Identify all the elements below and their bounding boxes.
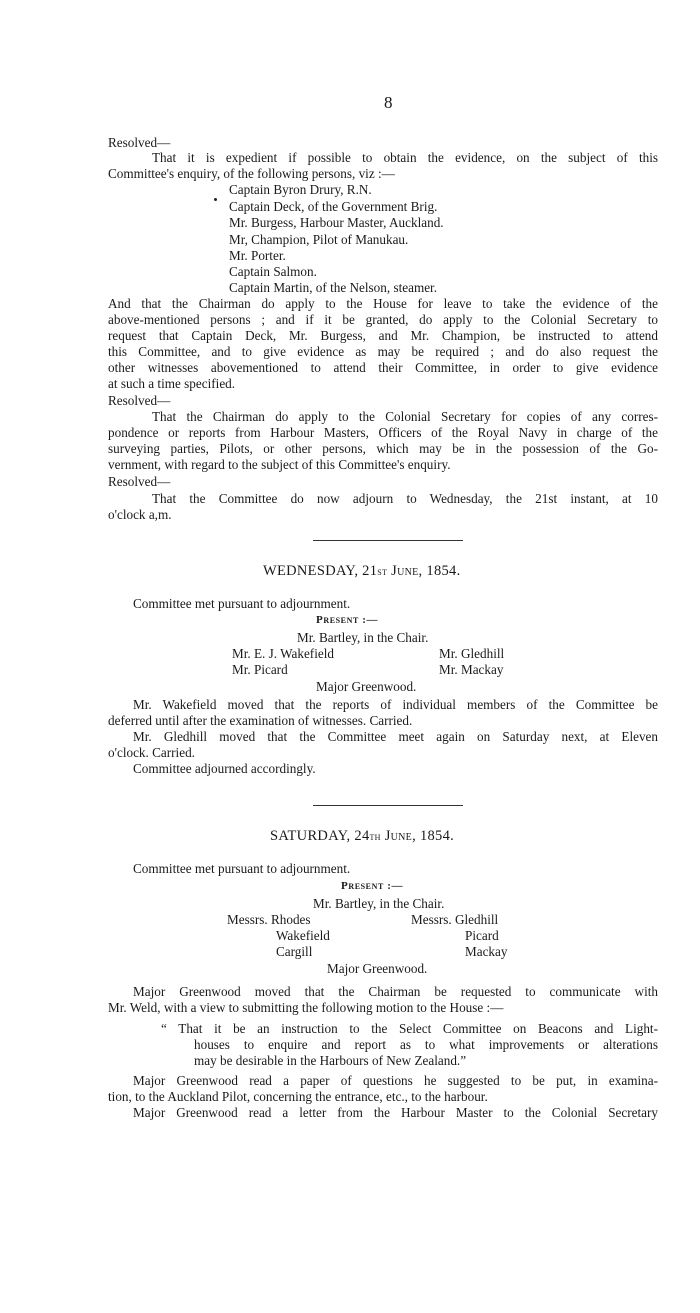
paragraph-line: That it is expedient if possible to obtain the evidence, on the subject of this [152,150,658,165]
chair-line: Mr. Bartley, in the Chair. [297,630,429,645]
chair-line: Mr. Bartley, in the Chair. [313,896,445,911]
resolved-label: Resolved— [108,135,171,150]
heading-day: SATURDAY, 24 [270,828,370,844]
quote-line: houses to enquire and report as to what improvements or alterations [194,1037,658,1052]
paragraph-line: o'clock a,m. [108,507,172,522]
heading-ordinal: st [377,566,388,578]
member-name: Mr. Mackay [439,662,504,677]
paragraph-line: above-mentioned persons ; and if it be granted, do apply to the Colonial Secretary to [108,312,658,327]
paragraph-line: other witnesses abovementioned to attend their Committee, in order to give evidence [108,360,658,375]
motion-line: deferred until after the examination of witnesses. Carried. [108,713,413,728]
bullet-mark [214,198,217,201]
paragraph-line: this Committee, and to give evidence as may be required ; and do also request the [108,344,658,359]
heading-month: June [380,828,413,844]
heading-ordinal: th [369,831,381,843]
member-name: Major Greenwood. [327,961,428,976]
quote-line: “ That it be an instruction to the Select Committee on Beacons and Light- [161,1021,658,1036]
member-name: Wakefield [276,928,330,943]
paragraph-line: at such a time specified. [108,376,236,391]
paragraph-line: pondence or reports from Harbour Masters, Officers of the Royal Navy in charge of the [108,425,658,440]
member-name: Messrs. Gledhill [411,912,499,927]
motion-line: Mr. Weld, with a view to submitting the following motion to the House :— [108,1000,504,1015]
met-line: Committee met pursuant to adjournment. [133,596,351,611]
resolved-label: Resolved— [108,474,171,489]
member-name: Picard [465,928,499,943]
motion-line: tion, to the Auckland Pilot, concerning the entrance, etc., to the harbour. [108,1089,488,1104]
section-divider [313,540,463,541]
met-line: Committee met pursuant to adjournment. [133,861,351,876]
person-item: Captain Deck, of the Government Brig. [229,199,438,214]
paragraph-line: And that the Chairman do apply to the House for leave to take the evidence of the [108,296,658,311]
member-name: Major Greenwood. [316,679,417,694]
paragraph-line: Committee's enquiry, of the following persons, viz :— [108,166,395,181]
motion-line: Major Greenwood read a paper of questions he suggested to be put, in examina- [133,1073,658,1088]
paragraph-line: That the Committee do now adjourn to Wednesday, the 21st instant, at 10 [152,491,658,506]
motion-line: Major Greenwood moved that the Chairman be requested to communicate with [133,984,658,999]
member-name: Mr. Picard [232,662,288,677]
quote-line: may be desirable in the Harbours of New Zealand.” [194,1053,467,1068]
person-item: Mr. Porter. [229,248,286,263]
present-label: Present :— [341,880,404,892]
adjourned-line: Committee adjourned accordingly. [133,761,316,776]
heading-month: June [387,563,419,579]
paragraph-line: That the Chairman do apply to the Colonial Secretary for copies of any corres- [152,409,658,424]
heading-year: , 1854. [412,828,455,844]
paragraph-line: vernment, with regard to the subject of this Committee's enquiry. [108,457,451,472]
motion-line: Mr. Wakefield moved that the reports of individual members of the Committee be [133,697,658,712]
present-label: Present :— [316,614,379,626]
person-item: Captain Salmon. [229,264,317,279]
resolved-label: Resolved— [108,393,171,408]
motion-line: Major Greenwood read a letter from the Harbour Master to the Colonial Secretary [133,1105,658,1120]
member-name: Mr. Gledhill [439,646,505,661]
person-item: Mr. Burgess, Harbour Master, Auckland. [229,215,444,230]
motion-line: Mr. Gledhill moved that the Committee meet again on Saturday next, at Eleven [133,729,658,744]
person-item: Captain Martin, of the Nelson, steamer. [229,280,438,295]
page-number: 8 [384,93,393,112]
section-divider [313,805,463,806]
heading-year: , 1854. [418,563,461,579]
wednesday-heading [263,564,461,580]
paragraph-line: surveying parties, Pilots, or other persons, which may be in the possession of the Go- [108,441,658,456]
person-item: Captain Byron Drury, R.N. [229,182,372,197]
saturday-heading [270,829,454,845]
person-item: Mr, Champion, Pilot of Manukau. [229,232,409,247]
member-name: Messrs. Rhodes [227,912,311,927]
motion-line: o'clock. Carried. [108,745,195,760]
heading-day: WEDNESDAY, 21 [263,563,378,579]
member-name: Cargill [276,944,313,959]
member-name: Mr. E. J. Wakefield [232,646,334,661]
paragraph-line: request that Captain Deck, Mr. Burgess, and Mr. Champion, be instructed to attend [108,328,658,343]
member-name: Mackay [465,944,508,959]
